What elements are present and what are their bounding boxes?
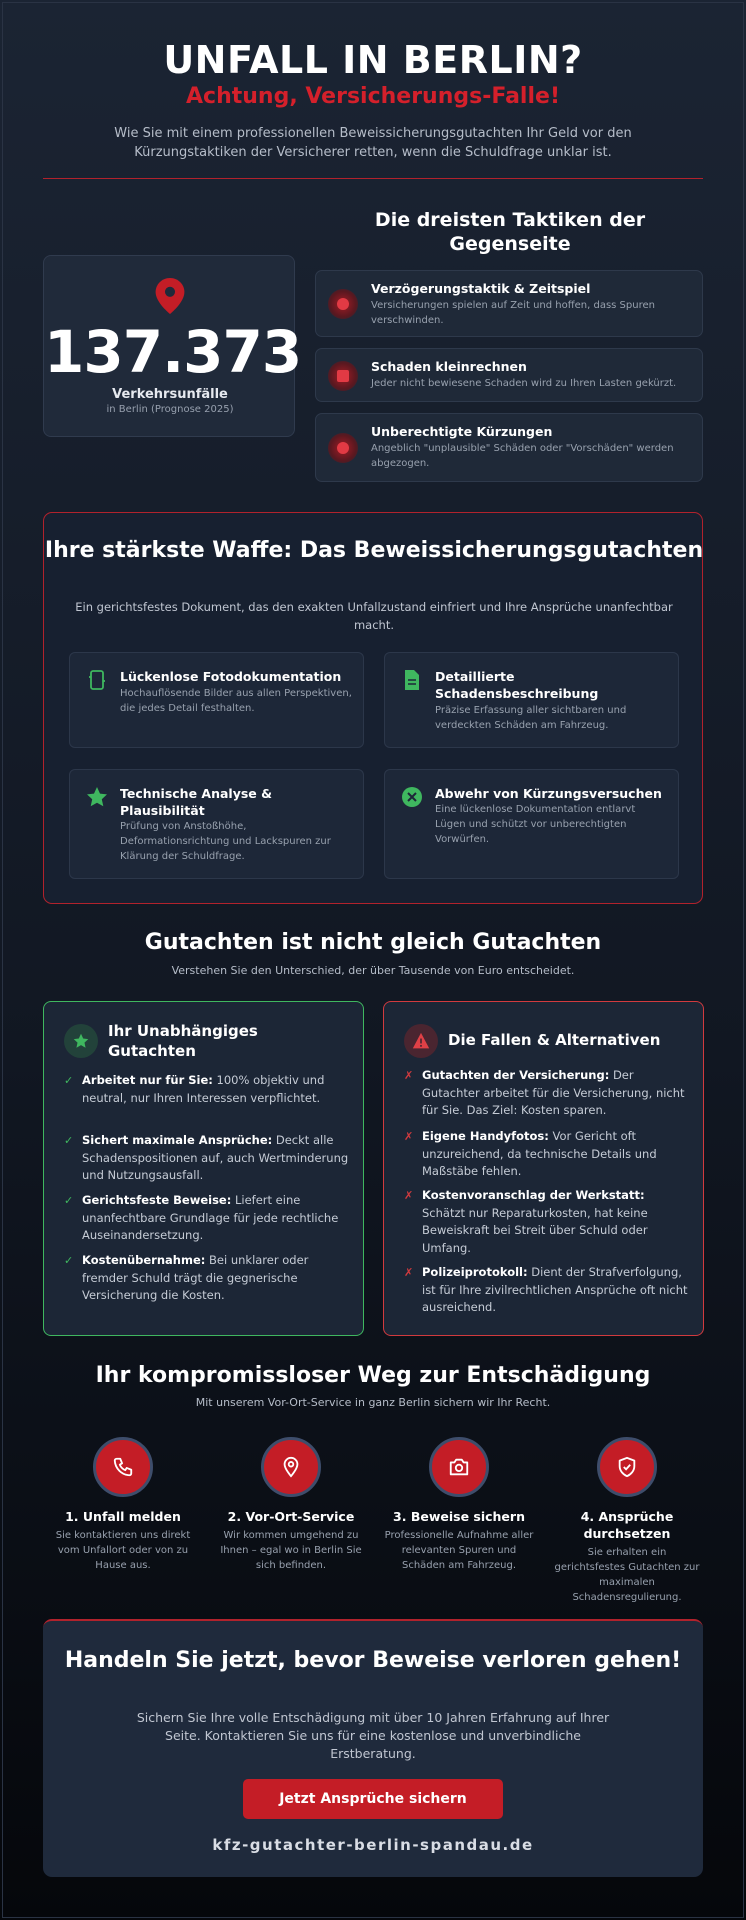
bad-column-title: Die Fallen & Alternativen	[448, 1031, 661, 1049]
tactic-title: Unberechtigte Kürzungen	[371, 424, 553, 439]
cta-title: Handeln Sie jetzt, bevor Beweise verloren gehen!	[64, 1648, 682, 1673]
feature-title: Lückenlose Fotodokumentation	[120, 669, 342, 684]
compare-title: Gutachten ist nicht gleich Gutachten	[144, 930, 602, 955]
stat-note: in Berlin (Prognose 2025)	[106, 404, 234, 415]
tactic-card	[315, 270, 703, 337]
stat-label: Verkehrsunfälle	[112, 387, 228, 402]
tactic-text: Angeblich "unplausible" Schäden oder "Vorschäden" werden abgezogen.	[371, 443, 674, 469]
feature-card	[69, 652, 364, 748]
shield-check-icon	[597, 1437, 657, 1497]
tactics-title: Die dreisten Taktiken der Gegenseite	[374, 209, 646, 255]
feature-card	[384, 652, 679, 748]
feature-title: Detaillierte Schadensbeschreibung	[435, 669, 599, 701]
feature-card	[69, 769, 364, 879]
tactic-title: Verzögerungstaktik & Zeitspiel	[371, 281, 591, 296]
list-item: ✓ Arbeitet nur für Sie: 100% objektiv und neutral, nur Ihren Interessen verpflichtet.	[64, 1073, 325, 1105]
feature-text: Eine lückenlose Dokumentation entlarvt Lügen und schützt vor unberechtigten Vorwürfen.	[435, 804, 636, 845]
ban-icon	[328, 433, 358, 463]
website-link[interactable]: kfz-gutachter-berlin-spandau.de	[212, 1836, 534, 1854]
step-title: 3. Beweise sichern	[393, 1509, 525, 1524]
steps-title: Ihr kompromissloser Weg zur Entschädigung	[95, 1363, 651, 1388]
weapon-section	[43, 512, 703, 904]
step-title: 2. Vor-Ort-Service	[227, 1509, 355, 1524]
star-icon	[64, 1024, 98, 1058]
weapon-title: Ihre stärkste Waffe: Das Beweissicherungsgutachten	[44, 538, 704, 563]
feature-title: Technische Analyse & Plausibilität	[120, 786, 273, 818]
list-item: ✗ Eigene Handyfotos: Vor Gericht oft unzureichend, da technische Details und Maßstäbe fehlen.	[404, 1129, 657, 1178]
cta-section	[43, 1619, 703, 1877]
tactic-text: Jeder nicht bewiesene Schaden wird zu Ihren Lasten gekürzt.	[371, 378, 677, 389]
step-text: Sie erhalten ein gerichtsfestes Gutachten zur maximalen Schadensregulierung.	[554, 1547, 700, 1603]
feature-title: Abwehr von Kürzungsversuchen	[435, 786, 662, 801]
good-column-title: Ihr Unabhängiges Gutachten	[108, 1022, 258, 1060]
list-item: ✓ Gerichtsfeste Beweise: Liefert eine unanfechtbare Grundlage für jede rechtliche Auseinandersetzung.	[64, 1193, 339, 1242]
weapon-description: Ein gerichtsfestes Dokument, das den exakten Unfallzustand einfriert und Ihre Ansprüche unanfechtbar macht.	[75, 600, 673, 632]
good-column	[43, 1001, 364, 1336]
location-icon	[261, 1437, 321, 1497]
tactic-card	[315, 348, 703, 402]
list-item: ✗ Kostenvoranschlag der Werkstatt: Schätzt nur Reparaturkosten, hat keine Beweiskraft bei Streit über Schuld oder Umfang.	[404, 1188, 648, 1255]
cta-description: Sichern Sie Ihre volle Entschädigung mit über 10 Jahren Erfahrung auf Ihrer Seite. Kontaktieren Sie uns für eine kostenlose und unverbindliche Erstberatung.	[136, 1710, 610, 1761]
clock-icon	[328, 289, 358, 319]
header-divider	[43, 178, 703, 179]
step-text: Professionelle Aufnahme aller relevanten Spuren und Schäden am Fahrzeug.	[384, 1530, 534, 1571]
steps-subtitle: Mit unserem Vor-Ort-Service in ganz Berlin sichern wir Ihr Recht.	[195, 1396, 551, 1409]
claim-button[interactable]: Jetzt Ansprüche sichern	[243, 1779, 503, 1819]
warning-icon	[404, 1024, 438, 1058]
document-icon	[401, 669, 423, 691]
phone-icon	[93, 1437, 153, 1497]
camera-icon	[86, 669, 108, 691]
page-title: UNFALL IN BERLIN?	[163, 38, 583, 82]
camera-icon	[429, 1437, 489, 1497]
star-icon	[86, 786, 108, 808]
x-circle-icon	[401, 786, 423, 808]
tactic-card	[315, 413, 703, 482]
tactic-text: Versicherungen spielen auf Zeit und hoffen, dass Spuren verschwinden.	[371, 300, 655, 326]
list-item: ✓ Kostenübernahme: Bei unklarer oder fremder Schuld trägt die gegnerische Versicherung die Kosten.	[64, 1253, 309, 1302]
step-title: 4. Ansprüche durchsetzen	[580, 1509, 674, 1541]
stat-card	[43, 255, 302, 437]
feature-text: Hochauflösende Bilder aus allen Perspektiven, die jedes Detail festhalten.	[120, 688, 352, 714]
bad-column	[383, 1001, 704, 1336]
page-intro: Wie Sie mit einem professionellen Beweissicherungsgutachten Ihr Geld vor den Kürzungstaktiken der Versicherer retten, wenn die Schuldfrage unklar ist.	[114, 126, 632, 160]
page-subtitle: Achtung, Versicherungs-Falle!	[186, 84, 560, 109]
tactic-title: Schaden kleinrechnen	[371, 359, 527, 374]
feature-card	[384, 769, 679, 879]
calculator-icon	[328, 361, 358, 391]
step-text: Wir kommen umgehend zu Ihnen – egal wo in Berlin Sie sich befinden.	[220, 1530, 362, 1571]
step-text: Sie kontaktieren uns direkt vom Unfallort oder von zu Hause aus.	[55, 1530, 191, 1571]
list-item: ✗ Gutachten der Versicherung: Der Gutachter arbeitet für die Versicherung, nicht für Sie. Das Ziel: Kosten sparen.	[404, 1068, 685, 1117]
compare-subtitle: Verstehen Sie den Unterschied, der über Tausende von Euro entscheidet.	[171, 964, 575, 977]
step-title: 1. Unfall melden	[65, 1509, 181, 1524]
list-item: ✓ Sichert maximale Ansprüche: Deckt alle Schadenspositionen auf, auch Wertminderung und Nutzungsausfall.	[64, 1133, 349, 1182]
map-pin-icon	[155, 278, 185, 314]
feature-text: Präzise Erfassung aller sichtbaren und verdeckten Schäden am Fahrzeug.	[435, 705, 627, 731]
feature-text: Prüfung von Anstoßhöhe, Deformationsrichtung und Lackspuren zur Klärung der Schuldfrage.	[120, 821, 331, 862]
stat-number: 137.373	[44, 318, 302, 386]
list-item: ✗ Polizeiprotokoll: Dient der Strafverfolgung, ist für Ihre zivilrechtlichen Ansprüche oft nicht ausreichend.	[404, 1265, 688, 1314]
